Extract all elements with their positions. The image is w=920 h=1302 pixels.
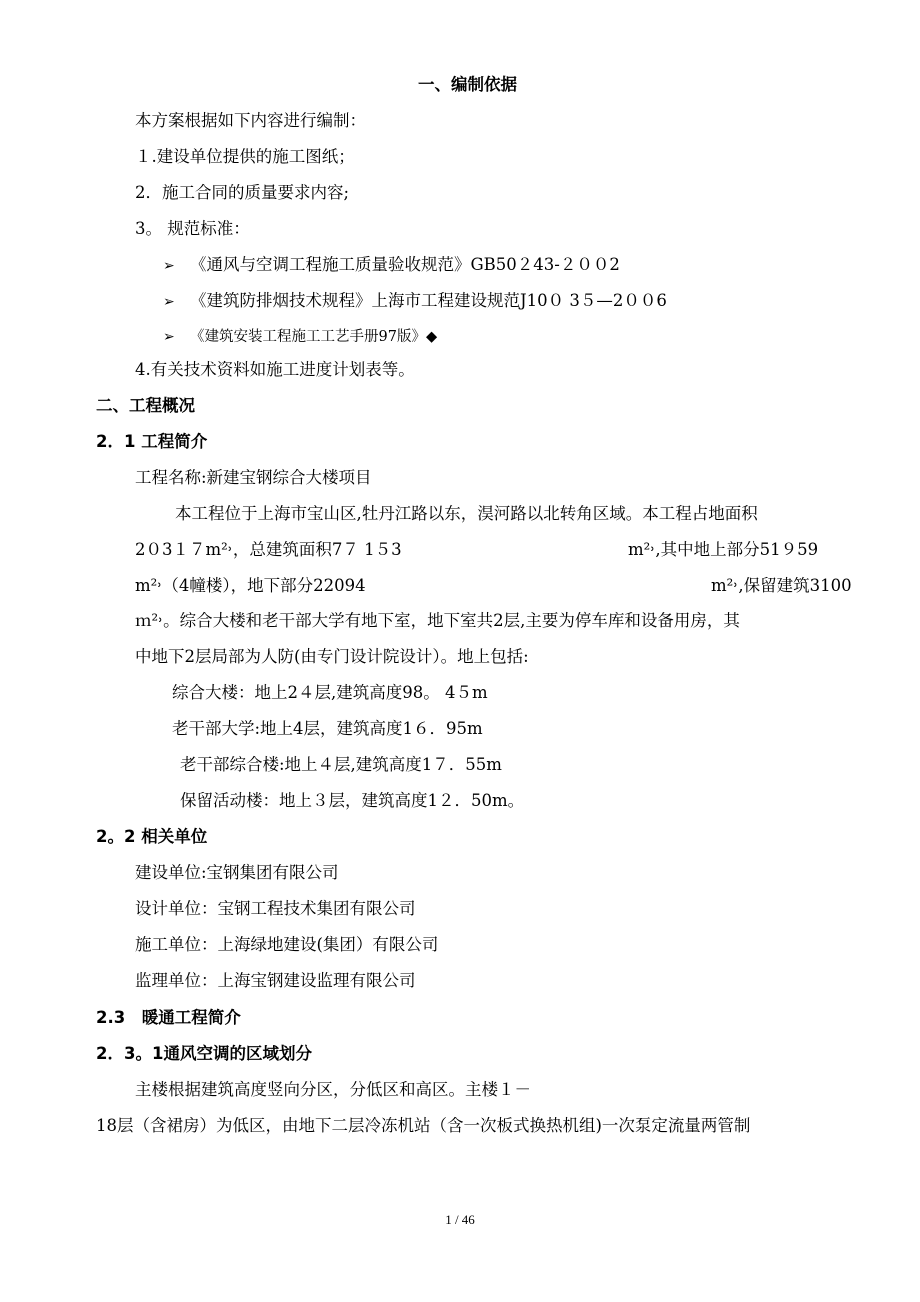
standard-bullet: 《建筑安装工程施工工艺手册97版》◆: [190, 329, 438, 345]
standard-bullet: 《通风与空调工程施工质量验收规范》GB50２43-２００2: [190, 255, 620, 274]
hvac-paragraph-line: 18层（含裙房）为低区，由地下二层冷冻机站（含一次板式换热机组)一次泵定流量两管制: [96, 1116, 751, 1135]
building-item: 保留活动楼：地上３层，建筑高度1２．50m。: [180, 791, 525, 810]
intro-text: 本方案根据如下内容进行编制：: [135, 111, 366, 130]
standard-bullet: 《建筑防排烟技术规程》上海市工程建设规范J10０ 3５—2００6: [190, 291, 667, 310]
basis-item-2: 2．施工合同的质量要求内容;: [135, 183, 350, 202]
basis-item-1: １.建设单位提供的施工图纸；: [135, 147, 355, 166]
subsection-heading: 2．3。1通风空调的区域划分: [96, 1044, 312, 1063]
basis-item-3: 3。 规范标准：: [135, 219, 250, 238]
overview-paragraph-line: m²˒（4幢楼），地下部分22094: [135, 576, 366, 595]
basis-item-4: 4.有关技术资料如施工进度计划表等。: [135, 360, 415, 379]
page-number: 1 / 46: [445, 1212, 475, 1227]
project-name: 工程名称:新建宝钢综合大楼项目: [135, 468, 372, 487]
building-item: 老干部大学:地上4层，建筑高度1６．95m: [172, 719, 483, 738]
overview-paragraph-line: ｍ²˒。综合大楼和老干部大学有地下室，地下室共2层,主要为停车库和设备用房，其: [135, 611, 740, 630]
section2-heading: 二、工程概况: [96, 396, 195, 415]
overview-paragraph-line: 2０3１７m²˒，总建筑面积7７ 1５3: [135, 540, 402, 559]
unit-item: 设计单位：宝钢工程技术集团有限公司: [135, 899, 416, 918]
unit-item: 监理单位：上海宝钢建设监理有限公司: [135, 971, 416, 990]
overview-paragraph-line: 本工程位于上海市宝山区,牡丹江路以东，淏河路以北转角区域。本工程占地面积: [175, 504, 758, 523]
building-item: 综合大楼：地上2４层,建筑高度98。 4５m: [172, 683, 488, 702]
subsection-heading: 2.3 暖通工程简介: [96, 1008, 241, 1027]
bullet-arrow-icon: ➢: [163, 294, 175, 310]
subsection-heading: 2．1 工程简介: [96, 432, 208, 451]
unit-item: 施工单位：上海绿地建设(集团）有限公司: [135, 935, 439, 954]
unit-item: 建设单位:宝钢集团有限公司: [135, 863, 339, 882]
building-item: 老干部综合楼:地上４层,建筑高度1７．55m: [180, 755, 502, 774]
overview-paragraph-line: 中地下2层局部为人防(由专门设计院设计）。地上包括:: [135, 647, 529, 666]
subsection-heading: 2。2 相关单位: [96, 827, 208, 846]
bullet-arrow-icon: ➢: [163, 329, 175, 345]
section1-heading: 一、编制依据: [418, 75, 517, 94]
overview-paragraph-line: m²˒,其中地上部分51９59: [628, 540, 819, 559]
bullet-arrow-icon: ➢: [163, 258, 175, 274]
overview-paragraph-line: m²˒,保留建筑3100: [711, 576, 852, 595]
hvac-paragraph-line: 主楼根据建筑高度竖向分区，分低区和高区。主楼１－: [135, 1080, 531, 1099]
